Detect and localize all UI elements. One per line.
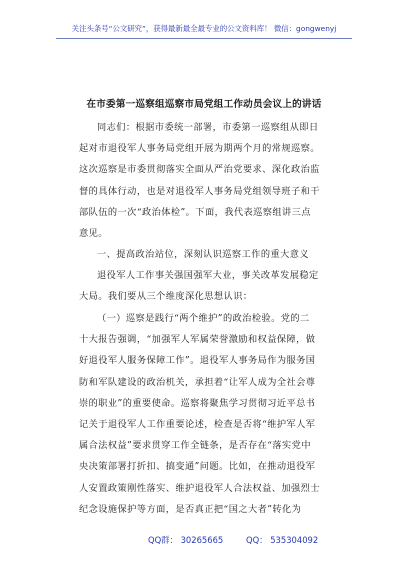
text-line: 一、提高政治站位，深刻认识巡察工作的重大意义 [97,249,310,260]
document-title: 在市委第一巡察组巡察市局党组工作动员会议上的讲话 [86,99,322,110]
text-line: 督的具体行动，也是对退役军人事务局党组领导班子和干 [79,185,320,197]
text-line: 记关于退役军人工作重要论述，检查是否将“维护军人军 [79,419,316,431]
text-line: 防和军队建设的政治机关，承担着“让军人成为全社会尊 [79,376,316,388]
paragraph [79,308,343,520]
footer-contact [0,534,408,548]
text-line: 这次巡察是市委贯彻落实全面从严治党要求、深化政治监 [79,164,320,176]
paragraph-salutation-text [79,117,343,244]
text-line: 意见。 [79,228,108,240]
section-heading-1 [79,244,343,265]
text-line: 大局。我们要从三个维度深化思想认识： [79,291,253,303]
header-banner: 关注头条号“公文研究”，获得最新最全最专业的公文资料库！ 微信：gongwenyj [71,24,337,33]
qq-contact-number: QQ： 535304092 [246,535,319,545]
text-line: 属合法权益”要求贯穿工作全链条，是否存在“落实党中 [79,440,311,452]
text-line: 同志们：根据市委统一部署，市委第一巡察组从即日 [97,122,319,133]
text-line: 起对市退役军人事务局党组开展为期两个月的常规巡察。 [79,143,320,155]
text-line: 崇的职业”的重要使命。巡察将聚焦学习贯彻习近平总书 [79,397,316,409]
paragraph-point-1 [79,308,343,520]
text-line: 人安置政策刚性落实、维护退役军人合法权益、加强烈士 [79,482,320,494]
text-line: 十大报告强调，“加强军人军属荣誉激励和权益保障，做 [79,334,316,346]
text-line: 央决策部署打折扣、搞变通”问题。比如，在推动退役军 [79,461,316,473]
text-line: 退役军人工作事关强国强军大业，事关改革发展稳定 [97,270,319,281]
paragraph [79,117,343,244]
qq-group-number: QQ群： 30265665 [148,535,224,545]
text-line: 部队伍的一次“政治体检”。下面，我代表巡察组讲三点 [79,206,311,218]
text-line: 好退役军人服务保障工作”。退役军人事务局作为服务国 [79,355,316,367]
paragraph [79,244,343,265]
paragraph [79,265,343,307]
header-divider [56,38,352,39]
paragraph-intro [79,265,343,307]
text-line: 纪念设施保护等方面，是否真正把“国之大者”转化为 [79,503,302,515]
text-line: （一）巡察是践行“两个维护”的政治检验。党的二 [97,313,310,324]
